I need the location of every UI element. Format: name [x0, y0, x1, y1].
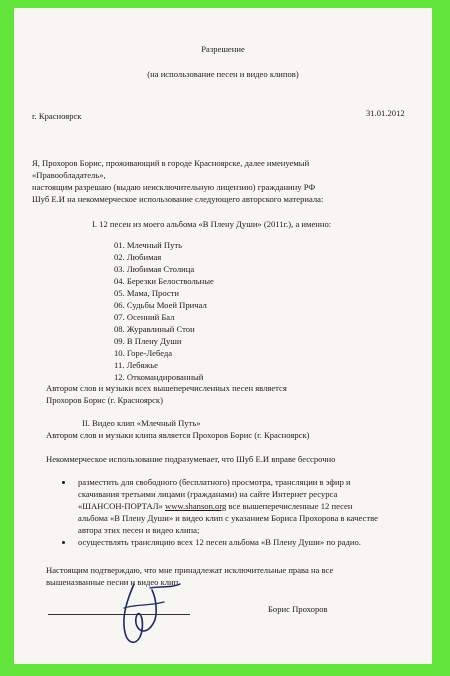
- song-item: 08. Журавлиный Стон: [114, 324, 195, 334]
- bullet-1-line: скачивания третьими лицами (гражданами) на сайте Интернет ресурса: [78, 489, 338, 499]
- intro-line: Я, Прохоров Борис, проживающий в городе Красноярске, далее именуемый: [32, 158, 310, 168]
- bullet-1-line: [78, 501, 352, 512]
- bullet-2-line: осуществлять трансляцию всех 12 песен альбома «В Плену Души» по радио.: [78, 537, 361, 547]
- song-item: 03. Любимая Столица: [114, 264, 195, 274]
- bullet-1-line: автора этих песен и видео клипа;: [78, 525, 200, 535]
- city: г. Красноярск: [32, 111, 82, 121]
- section-2-heading: II. Видео клип «Млечный Путь»: [82, 418, 201, 428]
- document-sheet: [14, 8, 432, 664]
- document-subtitle: (на использование песен и видео клипов): [147, 69, 299, 79]
- bullet-icon: [62, 541, 65, 544]
- bullet-1-line: альбома «В Плену Души» и видео клип с указанием Бориса Прохорова в качестве: [78, 513, 378, 523]
- noncommercial-line: Некоммерческое использование подразумевает, что Шуб Е.И вправе бессрочно: [46, 454, 336, 464]
- song-item: 01. Млечный Путь: [114, 240, 183, 250]
- song-item: 05. Мама, Прости: [114, 288, 180, 298]
- confirm-line: Настоящим подтверждаю, что мне принадлежат исключительные права на все: [46, 565, 334, 575]
- site-link[interactable]: www.shanson.org: [165, 501, 227, 511]
- confirm-line: вышеназванные песни и видео клип.: [46, 577, 181, 587]
- songs-count-text: все вышеперечисленные 12 песен: [228, 501, 353, 511]
- signatory-name: Борис Прохоров: [268, 604, 328, 614]
- bullet-icon: [62, 481, 65, 484]
- handwritten-signature: [106, 578, 186, 652]
- song-item: 02. Любимая: [114, 252, 162, 262]
- song-item: 09. В Плену Души: [114, 336, 182, 346]
- portal-name: «ШАНСОН-ПОРТАЛ»: [78, 501, 163, 511]
- song-item: 06. Судьбы Моей Причал: [114, 300, 207, 310]
- date: 31.01.2012: [366, 108, 405, 118]
- intro-line: Шуб Е.И на некоммерческое использование следующего авторского материала:: [32, 194, 324, 204]
- intro-line: настоящим разрешаю (выдаю неисключительную лицензию) гражданину РФ: [32, 182, 316, 192]
- section-2-line: Автором слов и музыки клипа является Прохоров Борис (г. Красноярск): [46, 430, 310, 440]
- author-line: Прохоров Борис (г. Красноярск): [46, 395, 163, 405]
- song-item: 12. Откомандированный: [114, 372, 204, 382]
- document-title: Разрешение: [201, 44, 245, 54]
- song-item: 11. Лебяжье: [114, 360, 158, 370]
- author-line: Автором слов и музыки всех вышеперечисленных песен является: [46, 383, 287, 393]
- section-1-heading: I. 12 песен из моего альбома «В Плену Души» (2011г.), а именно:: [92, 219, 332, 229]
- song-item: 07. Осенний Бал: [114, 312, 175, 322]
- song-item: 04. Березки Белоствольные: [114, 276, 214, 286]
- song-item: 10. Горе-Лебеда: [114, 348, 173, 358]
- intro-line: «Правообладатель»,: [32, 170, 106, 180]
- bullet-1-line: разместить для свободного (бесплатного) просмотра, трансляции в эфир и: [78, 477, 351, 487]
